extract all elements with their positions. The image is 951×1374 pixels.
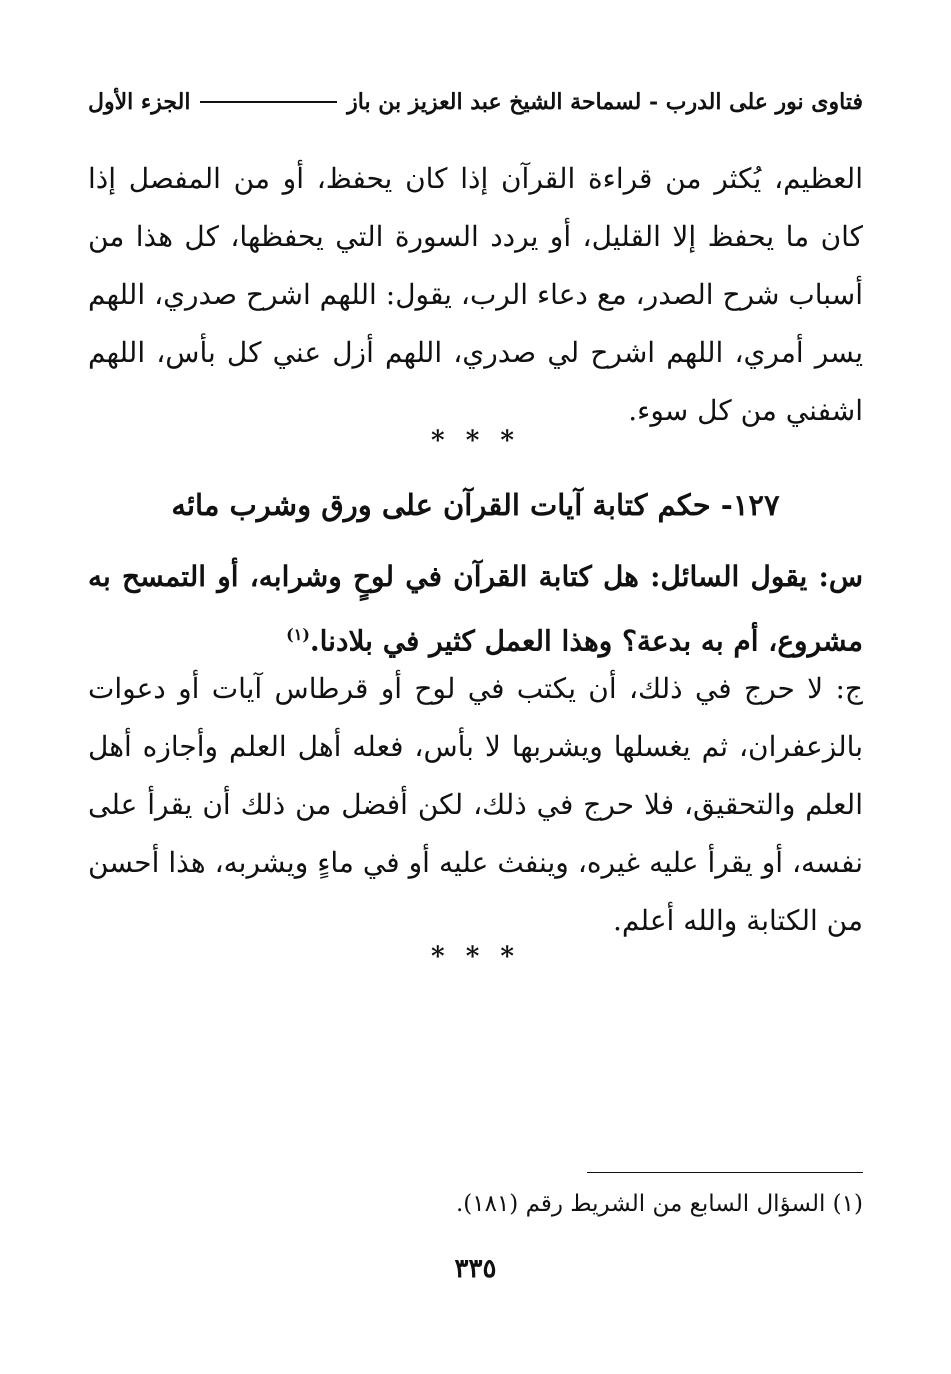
answer-prefix: ج:: [835, 672, 863, 705]
header-part: الجزء الأول: [88, 89, 191, 115]
running-header: [88, 82, 863, 122]
question-prefix: س:: [818, 560, 864, 593]
footnote: (١) السؤال السابع من الشريط رقم (١٨١).: [455, 1191, 863, 1217]
separator-2: * * *: [431, 942, 520, 972]
separator-1: * * *: [431, 426, 520, 456]
section-heading: ١٢٧- حكم كتابة آيات القرآن على ورق وشرب مائه: [171, 488, 780, 522]
header-title: فتاوى نور على الدرب - لسماحة الشيخ عبد العزيز بن باز: [347, 89, 863, 115]
footnote-rule: [587, 1172, 863, 1173]
intro-paragraph: العظيم، يُكثر من قراءة القرآن إذا كان يحفظ، أو من المفصل إذا كان ما يحفظ إلا القليل، أو يردد السورة التي يحفظها، كل هذا من أسباب شرح الصدر، مع دعاء الرب، يقول: اللهم اشرح صدري، اللهم يسر أمري، اللهم اشرح لي صدري، اللهم أزل عني كل بأس، اللهم اشفني من كل سوء.: [88, 162, 863, 427]
header-rule: [200, 101, 337, 103]
answer-paragraph: [88, 660, 863, 950]
question-footnote-ref: (١): [286, 625, 310, 644]
answer-text: لا حرج في ذلك، أن يكتب في لوح أو قرطاس آيات أو دعوات بالزعفران، ثم يغسلها ويشربها لا بأس، فعله أهل العلم وأجازه أهل العلم والتحقيق، فلا حرج في ذلك، لكن أفضل من ذلك أن يقرأ على نفسه، أو يقرأ عليه غيره، وينفث عليه أو في ماءٍ ويشربه، هذا أحسن من الكتابة والله أعلم.: [88, 672, 863, 937]
question-text: يقول السائل: هل كتابة القرآن في لوحٍ وشرابه، أو التمسح به مشروع، أم به بدعة؟ وهذا العمل كثير في بلادنا.: [88, 560, 863, 658]
question-paragraph: [88, 548, 863, 670]
page-number: ٣٣٥: [454, 1254, 497, 1284]
